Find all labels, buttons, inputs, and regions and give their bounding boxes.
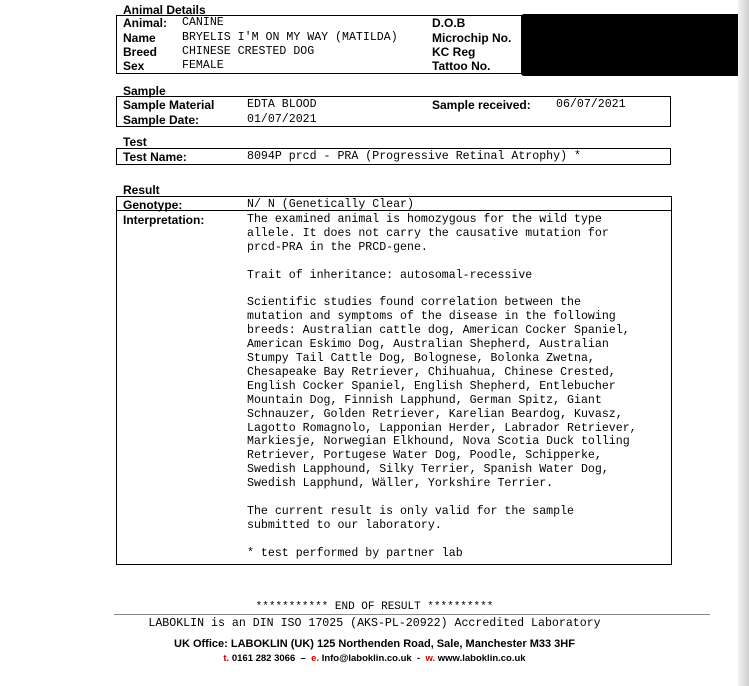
interpretation-line: Swedish Lapphund, Wäller, Yorkshire Terrier.	[247, 477, 554, 491]
office-address: UK Office: LABOKLIN (UK) 125 Northenden Road, Sale, Manchester M33 3HF	[174, 638, 575, 650]
phone-number[interactable]: 0161 282 3066	[231, 653, 296, 664]
interpretation-line: allele. It does not carry the causative mutation for	[247, 226, 609, 240]
end-of-result: *********** END OF RESULT **********	[255, 601, 494, 613]
result-heading: Result	[123, 183, 160, 197]
interpretation-label: Interpretation:	[123, 213, 205, 227]
name-label: Name	[123, 31, 156, 45]
interpretation-line: Schnauzer, Golden Retriever, Karelian Beardog, Kuvasz,	[247, 407, 623, 421]
interpretation-line: Trait of inheritance: autosomal-recessive	[247, 268, 533, 282]
test-name-label: Test Name:	[123, 150, 187, 164]
sample-date-value: 01/07/2021	[247, 113, 317, 126]
interpretation-line: breeds: Australian cattle dog, American Cocker Spaniel,	[247, 324, 630, 338]
interpretation-line: Swedish Lapphound, Silky Terrier, Spanish Water Dog,	[247, 463, 609, 477]
sample-received-label: Sample received:	[432, 98, 531, 112]
genotype-value: N/ N (Genetically Clear)	[247, 198, 414, 211]
sample-date-label: Sample Date:	[123, 113, 200, 127]
interpretation-line: Chesapeake Bay Retriever, Chihuahua, Chinese Crested,	[247, 365, 616, 379]
interpretation-line: * test performed by partner lab	[247, 546, 463, 560]
sample-material-value: EDTA BLOOD	[247, 98, 317, 111]
test-name-value: 8094P prcd - PRA (Progressive Retinal Atrophy) *	[247, 150, 581, 163]
sample-received-value: 06/07/2021	[556, 98, 626, 111]
interpretation-line: Stumpy Tail Cattle Dog, Bolognese, Bolonka Zwetna,	[247, 352, 595, 365]
email-prefix: e.	[311, 653, 320, 664]
accreditation-line: LABOKLIN is an DIN ISO 17025 (AKS-PL-20922) Accredited Laboratory	[148, 617, 601, 630]
kc-reg-label: KC Reg	[432, 45, 476, 59]
contact-line	[0, 652, 749, 665]
animal-value: CANINE	[182, 16, 224, 29]
interpretation-line: American Eskimo Dog, Australian Shepherd, Australian	[247, 338, 609, 352]
tattoo-label: Tattoo No.	[432, 59, 491, 73]
interpretation-line: The current result is only valid for the sample	[247, 504, 574, 518]
interpretation-line: Scientific studies found correlation between the	[247, 296, 581, 310]
interpretation-line: Retriever, Portugese Water Dog, Poodle, Schipperke,	[247, 449, 602, 463]
redaction-block	[521, 14, 741, 76]
microchip-label: Microchip No.	[432, 31, 512, 45]
phone-prefix: t.	[223, 653, 230, 664]
genotype-label: Genotype:	[123, 198, 183, 212]
interpretation-line: prcd-PRA in the PRCD-gene.	[247, 240, 428, 254]
footer-rule	[114, 614, 710, 615]
interpretation-line: Mountain Dog, Finnish Lapphund, German Spitz, Giant	[247, 393, 602, 407]
animal-details-heading: Animal Details	[123, 3, 206, 17]
interpretation-line: mutation and symptoms of the disease in the following	[247, 310, 616, 324]
web-prefix: w.	[425, 653, 436, 664]
dob-label: D.O.B	[432, 16, 466, 30]
web-link[interactable]: www.laboklin.co.uk	[437, 653, 526, 664]
contact-dash-1: –	[300, 653, 306, 664]
interpretation-line: submitted to our laboratory.	[247, 518, 442, 532]
interpretation-line: The examined animal is homozygous for the wild type	[247, 213, 602, 226]
email-link[interactable]: Info@laboklin.co.uk	[321, 653, 412, 664]
test-heading: Test	[123, 135, 147, 149]
interpretation-line: Markiesje, Norwegian Elkhound, Nova Scotia Duck tolling	[247, 435, 630, 449]
interpretation-line: English Cocker Spaniel, English Shepherd, Entlebucher	[247, 379, 616, 393]
name-value: BRYELIS I'M ON MY WAY (MATILDA)	[182, 31, 398, 44]
sample-material-label: Sample Material	[123, 98, 215, 112]
sample-heading: Sample	[123, 84, 166, 98]
sex-value: FEMALE	[182, 59, 224, 72]
sex-label: Sex	[123, 59, 145, 73]
breed-value: CHINESE CRESTED DOG	[182, 45, 315, 58]
page-edge-shadow	[738, 0, 749, 686]
interpretation-line: Lagotto Romagnolo, Lapponian Herder, Labrador Retriever,	[247, 421, 637, 435]
breed-label: Breed	[123, 45, 158, 59]
contact-dash-2: -	[417, 653, 421, 664]
animal-label: Animal:	[123, 16, 168, 30]
